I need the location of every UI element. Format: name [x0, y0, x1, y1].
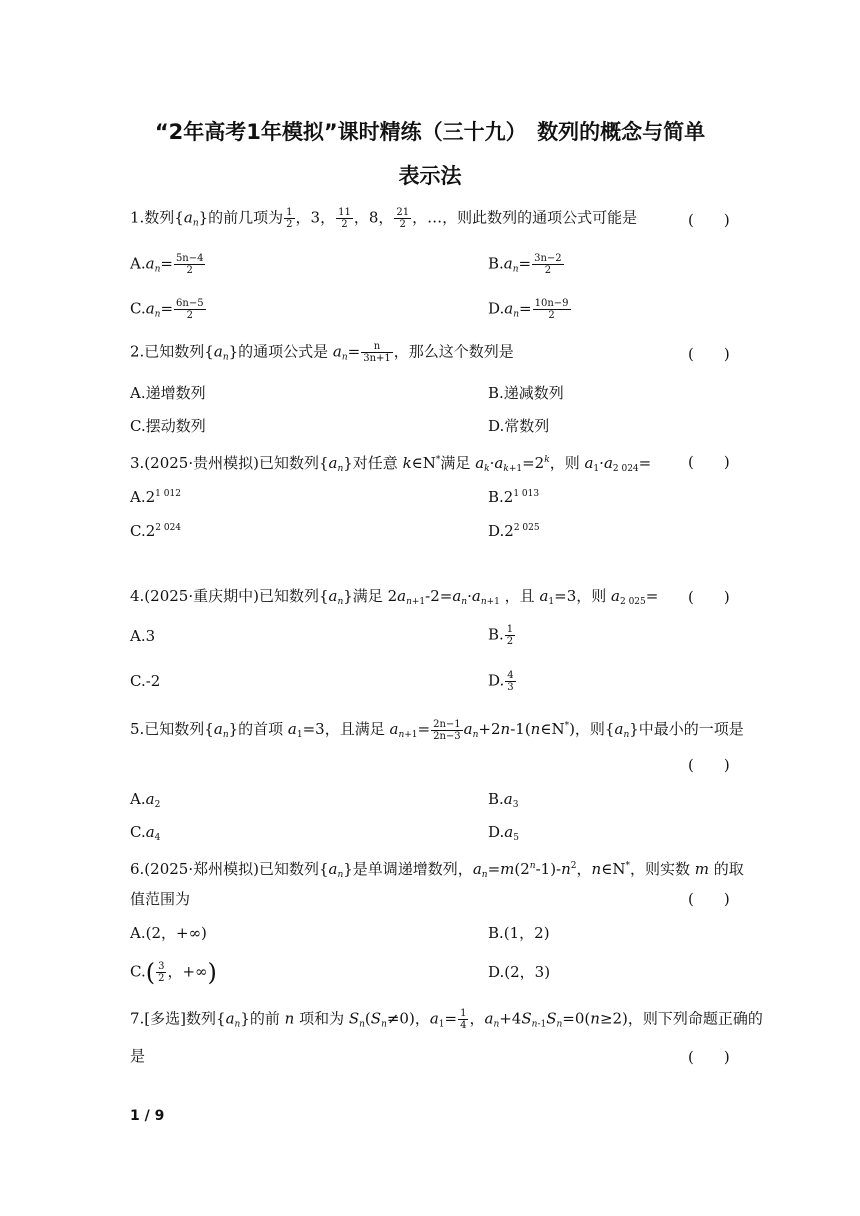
q3-option-b: $B.2^{1 013}$ — [488, 488, 540, 506]
answer-blank-7: ( ) — [688, 1048, 730, 1066]
question-6-stem-line2: 值范围为 — [130, 890, 191, 908]
q3-option-d: $D.2^{2 025}$ — [488, 522, 540, 540]
q1-option-c: $C.a_n=$ $\frac{6n-5}{2}$ — [130, 298, 204, 321]
fraction: $\frac{11}{2}$ — [338, 207, 351, 230]
q4-option-c: C.-2 — [130, 672, 161, 690]
q5-option-d: $D.a_5$ — [488, 823, 519, 843]
question-1-stem: 1.数列$\{a_n\}$的前几项为 $\frac{1}{2}$ ，3， $\frac{11}{2}$ ，8， $\frac{21}{2}$ ，…，则此数列的通项公式可能是 — [130, 207, 638, 230]
answer-blank-5: ( ) — [688, 756, 730, 774]
page-title-line-2: 表示法 — [398, 164, 462, 188]
answer-blank-2: ( ) — [688, 345, 730, 363]
q2-option-b: B.递减数列 — [488, 384, 564, 402]
answer-blank-1: ( ) — [688, 211, 730, 229]
q5-option-b: $B.a_3$ — [488, 790, 519, 810]
q2-option-c: C.摆动数列 — [130, 417, 206, 435]
page-title-line-1: “2年高考1年模拟”课时精练（三十九） 数列的概念与简单 — [154, 120, 706, 144]
question-7-stem: 7.[多选]数列$\{a_n\}$的前 n 项和为 $S_n(S_n\ne 0)$，$a_1=$ $\frac{1}{4}$ ，$a_n+4S_{n-1}S_n=0(n\ge 2)$，则下列命题正确的 — [130, 1008, 763, 1031]
question-7-stem-line2: 是 — [130, 1047, 146, 1065]
q4-option-d: D. $\frac{4}{3}$ — [488, 670, 514, 693]
question-4-stem: 4.(2025·重庆期中)已知数列$\{a_n\}$满足 $2a_{n+1}-2=a_n\cdot a_{n+1}$ ，且 $a_1=3$，则 $a_{2 025}=$ — [130, 587, 659, 607]
q6-option-a: A.(2，+∞) — [130, 924, 207, 942]
answer-blank-6: ( ) — [688, 890, 730, 908]
fraction: $\frac{21}{2}$ — [396, 207, 410, 230]
q5-option-c: $C.a_4$ — [130, 823, 161, 843]
question-6-stem: 6.(2025·郑州模拟)已知数列$\{a_n\}$是单调递增数列，$a_n=m(2^n-1)-n^2$，n∈N*，则实数 m 的取 — [130, 860, 744, 880]
q6-option-d: D.(2，3) — [488, 963, 551, 981]
q6-option-b: B.(1，2) — [488, 924, 550, 942]
question-2-stem: 2.已知数列$\{a_n\}$的通项公式是 $a_n=$ $\frac{n}{3n+1}$ ，那么这个数列是 — [130, 341, 514, 364]
q1-option-d: $D.a_n=$ $\frac{10n-9}{2}$ — [488, 298, 569, 321]
question-5-stem: 5.已知数列$\{a_n\}$的首项 $a_1=3$，且满足 $a_{n+1}=$ $\frac{2n-1}{2n-3}$ $a_n+2n-1(n\in N^*)$，则$\{a_n\}$中最小的一项是 — [130, 718, 744, 742]
page-number: 1 / 9 — [130, 1108, 165, 1124]
q6-option-c: C.( $\frac{3}{2}$ ，+∞) — [130, 958, 217, 987]
fraction: $\frac{1}{2}$ — [286, 207, 293, 230]
q4-option-a: A.3 — [130, 627, 156, 645]
q5-option-a: $A.a_2$ — [130, 790, 161, 810]
q3-option-c: $C.2^{2 024}$ — [130, 522, 182, 540]
question-3-stem: 3.(2025·贵州模拟)已知数列$\{a_n\}$对任意 k∈N*满足 $a_k\cdot a_{k+1}=2^k$，则 $a_1\cdot a_{2 024}=$ — [130, 454, 652, 474]
answer-blank-4: ( ) — [688, 588, 730, 606]
q4-option-b: B. $\frac{1}{2}$ — [488, 624, 514, 647]
q1-option-a: $A.a_n=$ $\frac{5n-4}{2}$ — [130, 253, 204, 276]
q2-option-d: D.常数列 — [488, 417, 550, 435]
q2-option-a: A.递增数列 — [130, 384, 206, 402]
q3-option-a: $A.2^{1 012}$ — [130, 488, 181, 506]
answer-blank-3: ( ) — [688, 453, 730, 471]
q1-option-b: $B.a_n=$ $\frac{3n-2}{2}$ — [488, 253, 562, 276]
